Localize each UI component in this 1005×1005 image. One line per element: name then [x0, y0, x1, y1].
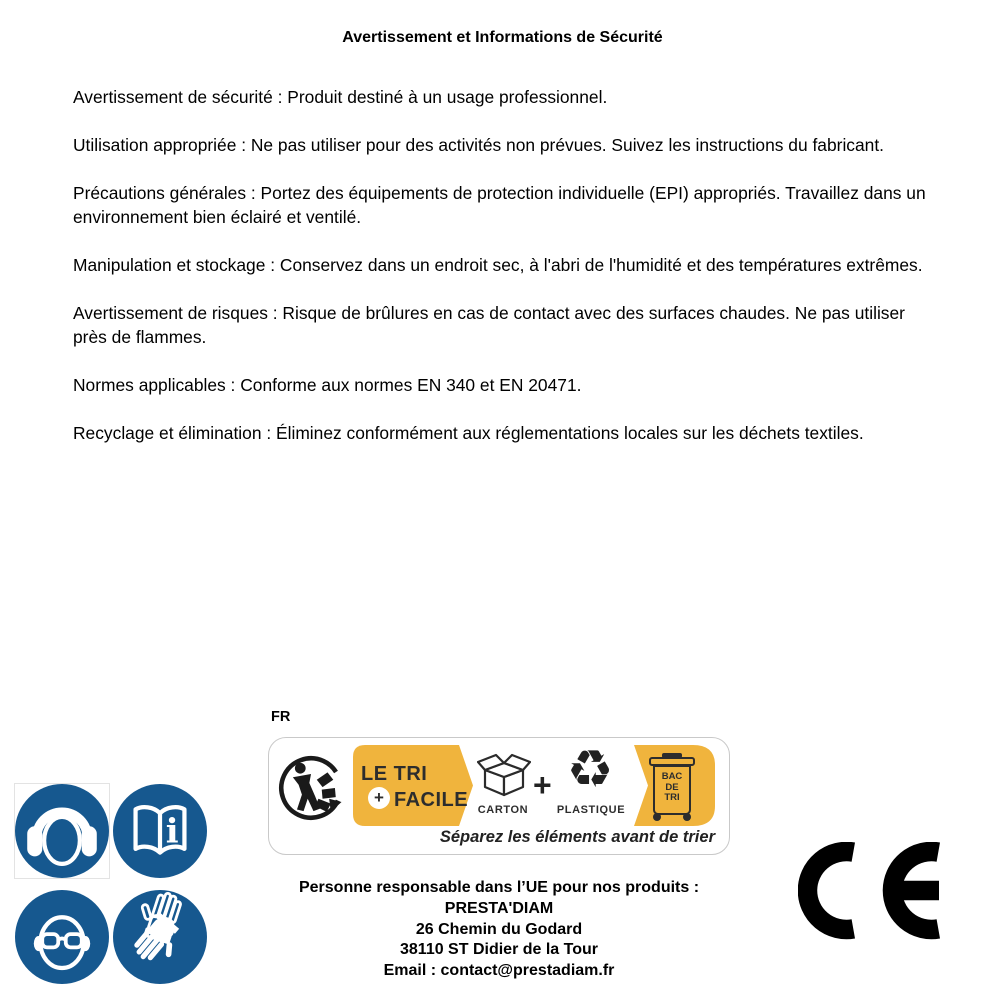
paragraph-manipulation-stockage: Manipulation et stockage : Conservez dans un endroit sec, à l'abri de l'humidité et des températures extrêmes. [73, 255, 923, 275]
address-line1: 26 Chemin du Godard [415, 920, 583, 938]
read-instruction-manual-icon [113, 784, 207, 878]
wear-ear-protection-icon [15, 784, 109, 878]
svg-text:i: i [165, 810, 179, 851]
responsible-intro: Personne responsable dans l’UE pour nos produits : [298, 879, 700, 896]
contact-email: Email : contact@prestadiam.fr [383, 962, 615, 980]
recycling-symbol-icon: ♻ [566, 740, 614, 800]
paragraph-utilisation-appropriee: Utilisation appropriée : Ne pas utiliser pour des activités non prévues. Suivez les instructions du fabricant. [73, 135, 885, 155]
tri-headline-line1: LE TRI [361, 763, 428, 785]
bin-wheel [683, 813, 691, 821]
tri-plus-sign: + [374, 788, 384, 807]
paragraph-avertissement-risques: Avertissement de risques : Risque de brûlures en cas de contact avec des surfaces chaudes. Ne pas utiliser près de flammes. [73, 303, 905, 347]
tri-headline-line2: FACILE [394, 789, 469, 811]
bin-text-line: BAC [661, 771, 683, 782]
bin-body [653, 765, 691, 815]
page-title: Avertissement et Informations de Sécurité [342, 29, 663, 46]
cardboard-box-icon [477, 749, 531, 801]
address-line2: 38110 ST Didier de la Tour [400, 941, 598, 959]
info-tri-label [268, 737, 730, 855]
fr-country-code: FR [271, 709, 291, 725]
paragraph-avertissement-securite: Avertissement de sécurité : Produit destiné à un usage professionnel. [73, 87, 608, 107]
sorting-bin-icon [649, 753, 695, 821]
paragraph-precautions-generales: Précautions générales : Portez des équipements de protection individuelle (EPI) appropriés. Travaillez dans un environnement bien éclairé et ventilé. [73, 183, 926, 227]
bin-wheel [653, 813, 661, 821]
tri-tagline: Séparez les éléments avant de trier [439, 828, 715, 846]
paragraph-normes-applicables: Normes applicables : Conforme aux normes EN 340 et EN 20471. [73, 375, 582, 395]
bin-text-line: DE [665, 781, 679, 793]
paragraph-recyclage-elimination: Recyclage et élimination : Éliminez conformément aux réglementations locales sur les déchets textiles. [73, 423, 864, 443]
wear-eye-protection-icon [15, 890, 109, 984]
company-name: PRESTA'DIAM [444, 899, 554, 917]
responsible-person-block [248, 878, 750, 982]
bin-text-line: TRI [664, 792, 680, 803]
material-plastique-label: PLASTIQUE [556, 804, 626, 816]
triman-recycling-icon [278, 745, 344, 831]
safety-paragraphs [73, 85, 938, 469]
mandatory-pictogram-grid [15, 784, 207, 984]
tri-plus-circle [368, 787, 390, 809]
wear-protective-gloves-icon [113, 890, 207, 984]
materials-plus-sign: + [533, 767, 552, 803]
ce-marking-icon [798, 842, 958, 942]
material-carton-label: CARTON [477, 804, 529, 816]
